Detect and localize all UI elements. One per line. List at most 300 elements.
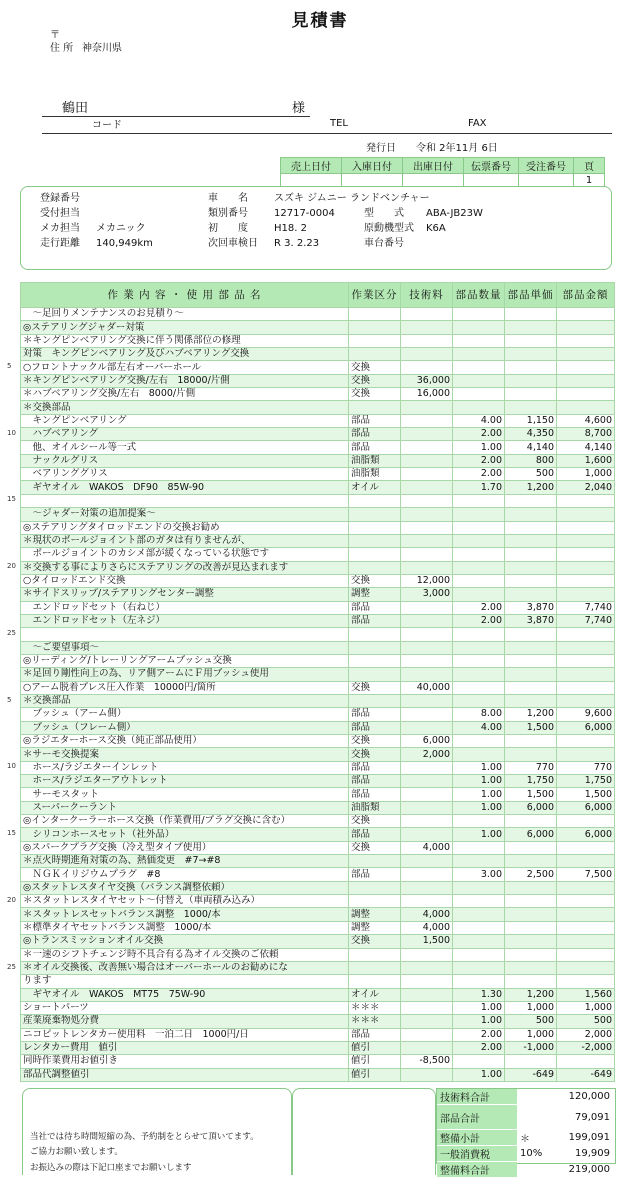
item-description — [21, 494, 349, 507]
item-amount — [557, 908, 615, 921]
item-description: ＊交換する事によりさらにステアリングの改善が見込まれます — [21, 561, 349, 574]
item-tech-fee — [401, 775, 453, 788]
col-category: 作業区分 — [349, 283, 401, 308]
item-category: 部品 — [349, 828, 401, 841]
table-row — [21, 454, 615, 467]
estimate-table — [20, 282, 615, 1082]
item-amount — [557, 748, 615, 761]
item-description: ＊点火時期進角対策の為、熱価変更 #7→#8 — [21, 855, 349, 868]
item-description: ＊一速のシフトチェンジ時不具合有る為オイル交換のご依頼 — [21, 948, 349, 961]
item-tech-fee: -8,500 — [401, 1055, 453, 1068]
item-description: ◎ステアリングタイロッドエンドの交換お勧め — [21, 521, 349, 534]
item-amount — [557, 361, 615, 374]
table-row — [21, 481, 615, 494]
parts-total-label: 部品合計 — [437, 1105, 517, 1130]
item-description: ＊キングピンベアリング交換に伴う関係部位の修理 — [21, 334, 349, 347]
item-unit-price — [505, 948, 557, 961]
item-category: ＊＊＊ — [349, 1015, 401, 1028]
tax-label: 一般消費税 — [437, 1146, 517, 1162]
item-unit-price — [505, 921, 557, 934]
item-description: ○アーム脱着プレス圧入作業 10000円/箇所 — [21, 681, 349, 694]
item-quantity — [453, 654, 505, 667]
item-category: 交換 — [349, 935, 401, 948]
line-number: 5 — [7, 695, 12, 704]
item-quantity: 1.30 — [453, 988, 505, 1001]
item-category — [349, 961, 401, 974]
item-unit-price — [505, 654, 557, 667]
table-row — [21, 801, 615, 814]
item-description: 部品代調整値引 — [21, 1068, 349, 1081]
item-quantity — [453, 388, 505, 401]
item-amount: 6,000 — [557, 828, 615, 841]
item-unit-price — [505, 815, 557, 828]
item-category — [349, 881, 401, 894]
line-number: 20 — [7, 562, 16, 571]
item-amount: -649 — [557, 1068, 615, 1081]
item-tech-fee: 36,000 — [401, 374, 453, 387]
item-amount — [557, 508, 615, 521]
item-category — [349, 334, 401, 347]
item-description: サーモスタット — [21, 788, 349, 801]
table-row — [21, 508, 615, 521]
table-row — [21, 1001, 615, 1014]
item-unit-price — [505, 521, 557, 534]
item-amount: 8,700 — [557, 428, 615, 441]
table-row — [21, 588, 615, 601]
item-tech-fee: 40,000 — [401, 681, 453, 694]
item-category: 調整 — [349, 588, 401, 601]
item-description: ＊標準タイヤセットバランス調整 1000/本 — [21, 921, 349, 934]
table-row — [21, 681, 615, 694]
item-category: オイル — [349, 988, 401, 1001]
tax-value: 19,909 — [575, 1148, 610, 1159]
item-tech-fee — [401, 628, 453, 641]
item-unit-price — [505, 574, 557, 587]
table-row — [21, 414, 615, 427]
item-tech-fee — [401, 428, 453, 441]
table-row — [21, 334, 615, 347]
item-description: ＊スタットレスタイヤセット～付替え（車両積み込み） — [21, 895, 349, 908]
item-unit-price — [505, 975, 557, 988]
item-quantity — [453, 748, 505, 761]
table-row — [21, 694, 615, 707]
item-amount — [557, 668, 615, 681]
item-tech-fee — [401, 855, 453, 868]
item-unit-price: 3,870 — [505, 614, 557, 627]
item-description: ＊スタットレスセットバランス調整 1000/本 — [21, 908, 349, 921]
item-description: ボールジョイントのカシメ部が緩くなっている状態です — [21, 548, 349, 561]
grand-total-label: 整備料合計 — [437, 1162, 517, 1178]
item-description: ◎インタークーラーホース交換（作業費用/プラグ交換に含む） — [21, 815, 349, 828]
item-tech-fee — [401, 601, 453, 614]
item-tech-fee — [401, 481, 453, 494]
item-description: 同時作業費用お値引き — [21, 1055, 349, 1068]
item-quantity — [453, 574, 505, 587]
item-quantity — [453, 935, 505, 948]
item-description: ～ジャダー対策の追加提案～ — [21, 508, 349, 521]
engine-label: 原動機型式 — [364, 223, 414, 234]
item-unit-price: 1,200 — [505, 708, 557, 721]
table-row — [21, 961, 615, 974]
item-unit-price — [505, 735, 557, 748]
col-order-no: 受注番号 — [519, 158, 574, 174]
table-row — [21, 668, 615, 681]
item-amount: 7,740 — [557, 601, 615, 614]
item-description: エンドロッドセット（左ネジ） — [21, 614, 349, 627]
first-reg-label: 初 度 — [208, 223, 248, 234]
fax-label: FAX — [468, 118, 487, 129]
line-number: 25 — [7, 628, 16, 637]
item-category — [349, 975, 401, 988]
subtotal-label: 整備小計 — [437, 1130, 517, 1146]
table-row — [21, 775, 615, 788]
item-amount — [557, 521, 615, 534]
item-tech-fee — [401, 761, 453, 774]
item-description: ○フロントナックル部左右オーバーホール — [21, 361, 349, 374]
item-quantity — [453, 895, 505, 908]
item-category: 値引 — [349, 1055, 401, 1068]
customer-name: 鶴田 — [62, 101, 89, 116]
item-quantity: 2.00 — [453, 1041, 505, 1054]
table-row — [21, 308, 615, 321]
item-tech-fee — [401, 1041, 453, 1054]
table-row — [21, 908, 615, 921]
item-description: ニコピットレンタカー使用料 一泊二日 1000円/日 — [21, 1028, 349, 1041]
item-description: ブッシュ（アーム側） — [21, 708, 349, 721]
item-description: レンタカー費用 値引 — [21, 1041, 349, 1054]
item-amount — [557, 961, 615, 974]
item-tech-fee — [401, 1028, 453, 1041]
table-row — [21, 1041, 615, 1054]
item-unit-price — [505, 561, 557, 574]
item-tech-fee — [401, 668, 453, 681]
item-unit-price: 500 — [505, 1015, 557, 1028]
item-description: ～ご要望事項～ — [21, 641, 349, 654]
next-inspection-value: R 3. 2.23 — [274, 238, 320, 249]
item-unit-price — [505, 855, 557, 868]
footer-blank-box — [292, 1088, 436, 1175]
item-amount — [557, 334, 615, 347]
item-unit-price — [505, 321, 557, 334]
item-category — [349, 508, 401, 521]
item-tech-fee — [401, 334, 453, 347]
item-amount: 9,600 — [557, 708, 615, 721]
postal-mark: 〒 — [50, 30, 60, 41]
item-amount — [557, 975, 615, 988]
honorific: 様 — [292, 101, 306, 116]
item-category: 部品 — [349, 441, 401, 454]
table-row — [21, 935, 615, 948]
note-cooperation: ご協力お願い致します。 — [30, 1147, 123, 1157]
item-tech-fee: 2,000 — [401, 748, 453, 761]
item-category: 交換 — [349, 374, 401, 387]
item-description: ＊サーモ交換提案 — [21, 748, 349, 761]
item-amount — [557, 401, 615, 414]
col-quantity: 部品数量 — [453, 283, 505, 308]
item-tech-fee — [401, 614, 453, 627]
item-quantity — [453, 908, 505, 921]
mechanic-label: メカ担当 — [40, 223, 80, 234]
item-amount: 7,740 — [557, 614, 615, 627]
item-unit-price: 1,500 — [505, 721, 557, 734]
item-description: キングピンベアリング — [21, 414, 349, 427]
item-unit-price — [505, 748, 557, 761]
item-tech-fee: 4,000 — [401, 921, 453, 934]
item-tech-fee — [401, 801, 453, 814]
item-quantity — [453, 815, 505, 828]
item-category — [349, 628, 401, 641]
item-category — [349, 534, 401, 547]
item-tech-fee — [401, 895, 453, 908]
table-row — [21, 614, 615, 627]
item-category: 部品 — [349, 1028, 401, 1041]
item-quantity: 1.00 — [453, 1001, 505, 1014]
item-amount — [557, 681, 615, 694]
item-description: ＊足回り剛性向上の為、リア側アームにＦ用ブッシュ使用 — [21, 668, 349, 681]
item-quantity: 3.00 — [453, 868, 505, 881]
item-amount — [557, 815, 615, 828]
issue-date-value: 令和 2年11月 6日 — [416, 143, 498, 154]
item-description: ◎トランスミッションオイル交換 — [21, 935, 349, 948]
item-description: ナックルグリス — [21, 454, 349, 467]
item-quantity — [453, 961, 505, 974]
item-unit-price — [505, 588, 557, 601]
col-slip-no: 伝票番号 — [464, 158, 519, 174]
item-description: ＊オイル交換後、改善無い場合はオーバーホールのお勧めにな — [21, 961, 349, 974]
item-category: 交換 — [349, 361, 401, 374]
table-row — [21, 708, 615, 721]
item-category: ＊＊＊ — [349, 1001, 401, 1014]
class-value: 12717-0004 — [274, 208, 335, 219]
table-row — [21, 548, 615, 561]
item-unit-price: 3,870 — [505, 601, 557, 614]
item-amount — [557, 841, 615, 854]
item-amount: 1,000 — [557, 1001, 615, 1014]
table-row — [21, 628, 615, 641]
item-category: 値引 — [349, 1068, 401, 1081]
item-category: 交換 — [349, 681, 401, 694]
item-quantity — [453, 641, 505, 654]
item-quantity — [453, 361, 505, 374]
table-row — [21, 1068, 615, 1081]
item-quantity: 1.70 — [453, 481, 505, 494]
item-category: 交換 — [349, 574, 401, 587]
item-category — [349, 348, 401, 361]
item-amount: 6,000 — [557, 721, 615, 734]
item-amount — [557, 348, 615, 361]
item-amount: 1,750 — [557, 775, 615, 788]
item-tech-fee: 12,000 — [401, 574, 453, 587]
item-tech-fee — [401, 401, 453, 414]
table-row — [21, 761, 615, 774]
item-amount: 1,500 — [557, 788, 615, 801]
item-quantity: 1.00 — [453, 441, 505, 454]
item-tech-fee — [401, 414, 453, 427]
table-row — [21, 561, 615, 574]
item-category: 部品 — [349, 868, 401, 881]
reception-label: 受付担当 — [40, 208, 80, 219]
first-reg-value: H18. 2 — [274, 223, 307, 234]
line-number: 10 — [7, 428, 16, 437]
tel-label: TEL — [330, 118, 348, 129]
item-unit-price — [505, 348, 557, 361]
item-category: 交換 — [349, 815, 401, 828]
item-amount: 7,500 — [557, 868, 615, 881]
item-amount — [557, 561, 615, 574]
model-value: ABA-JB23W — [426, 208, 483, 219]
item-amount: 1,000 — [557, 468, 615, 481]
table-row — [21, 1028, 615, 1041]
table-row — [21, 735, 615, 748]
item-description: ○タイロッドエンド交換 — [21, 574, 349, 587]
table-row — [21, 855, 615, 868]
item-description: ＊ハブベアリング交換/左右 8000/片側 — [21, 388, 349, 401]
table-row — [21, 1055, 615, 1068]
item-tech-fee — [401, 868, 453, 881]
parts-total-value: 79,091 — [575, 1111, 610, 1123]
item-quantity: 2.00 — [453, 428, 505, 441]
item-category: 調整 — [349, 908, 401, 921]
item-tech-fee — [401, 308, 453, 321]
item-amount — [557, 494, 615, 507]
item-description: ベアリンググリス — [21, 468, 349, 481]
table-row — [21, 828, 615, 841]
note-reservation: 当社では待ち時間短縮の為、予約制をとらせて頂いてます。 — [30, 1132, 259, 1142]
val-sales-date — [281, 174, 342, 187]
item-tech-fee — [401, 561, 453, 574]
item-quantity — [453, 628, 505, 641]
item-category — [349, 654, 401, 667]
item-amount — [557, 881, 615, 894]
col-sales-date: 売上日付 — [281, 158, 342, 174]
col-description: 作 業 内 容 ・ 使 用 部 品 名 — [21, 283, 349, 308]
item-tech-fee: 3,000 — [401, 588, 453, 601]
item-unit-price — [505, 961, 557, 974]
item-unit-price — [505, 508, 557, 521]
col-tech-fee: 技術料 — [401, 283, 453, 308]
item-quantity: 1.00 — [453, 828, 505, 841]
engine-value: K6A — [426, 223, 446, 234]
item-description: ギヤオイル WAKOS DF90 85W-90 — [21, 481, 349, 494]
car-value: スズキ ジムニー ランドベンチャー — [274, 193, 430, 204]
item-category: 値引 — [349, 1041, 401, 1054]
item-category: 部品 — [349, 721, 401, 734]
item-category — [349, 561, 401, 574]
item-unit-price — [505, 895, 557, 908]
item-quantity: 4.00 — [453, 721, 505, 734]
item-amount — [557, 1055, 615, 1068]
line-number: 25 — [7, 962, 16, 971]
item-amount: 6,000 — [557, 801, 615, 814]
item-unit-price — [505, 401, 557, 414]
item-unit-price — [505, 908, 557, 921]
item-tech-fee — [401, 788, 453, 801]
item-quantity: 4.00 — [453, 414, 505, 427]
item-quantity — [453, 548, 505, 561]
item-category: 交換 — [349, 748, 401, 761]
item-tech-fee: 4,000 — [401, 908, 453, 921]
item-tech-fee: 4,000 — [401, 841, 453, 854]
tech-total-value: 120,000 — [568, 1091, 610, 1103]
item-quantity — [453, 948, 505, 961]
item-category: 交換 — [349, 735, 401, 748]
item-quantity — [453, 668, 505, 681]
item-amount: 4,600 — [557, 414, 615, 427]
item-quantity: 1.00 — [453, 761, 505, 774]
item-quantity: 1.00 — [453, 1015, 505, 1028]
item-unit-price: 770 — [505, 761, 557, 774]
item-tech-fee — [401, 815, 453, 828]
item-description: ◎スパークプラグ交換（冷え型タイプ使用） — [21, 841, 349, 854]
table-row — [21, 748, 615, 761]
item-quantity — [453, 588, 505, 601]
item-category: 部品 — [349, 761, 401, 774]
item-quantity: 8.00 — [453, 708, 505, 721]
item-description: 他、オイルシール等一式 — [21, 441, 349, 454]
col-amount: 部品金額 — [557, 283, 615, 308]
address-value: 神奈川県 — [82, 43, 122, 54]
table-row — [21, 1015, 615, 1028]
item-category: 部品 — [349, 788, 401, 801]
item-amount: 4,140 — [557, 441, 615, 454]
item-tech-fee — [401, 654, 453, 667]
item-unit-price: 4,350 — [505, 428, 557, 441]
item-tech-fee — [401, 948, 453, 961]
item-amount — [557, 935, 615, 948]
item-amount — [557, 921, 615, 934]
item-category — [349, 895, 401, 908]
item-description: ＊現状のボールジョイント部のガタは有りませんが、 — [21, 534, 349, 547]
item-quantity — [453, 348, 505, 361]
item-category: 油脂類 — [349, 468, 401, 481]
item-quantity — [453, 521, 505, 534]
table-row — [21, 601, 615, 614]
item-quantity — [453, 1055, 505, 1068]
item-description: ショートパーツ — [21, 1001, 349, 1014]
next-inspection-label: 次回車検日 — [208, 238, 258, 249]
item-quantity: 1.00 — [453, 1068, 505, 1081]
item-category: 油脂類 — [349, 454, 401, 467]
item-quantity — [453, 321, 505, 334]
item-tech-fee — [401, 988, 453, 1001]
item-category — [349, 548, 401, 561]
item-tech-fee — [401, 508, 453, 521]
table-row — [21, 401, 615, 414]
item-category: 部品 — [349, 614, 401, 627]
item-category: 油脂類 — [349, 801, 401, 814]
table-row — [21, 534, 615, 547]
item-unit-price — [505, 641, 557, 654]
item-amount: 1,560 — [557, 988, 615, 1001]
item-amount — [557, 534, 615, 547]
item-description: ＊キングピンベアリング交換/左右 18000/片側 — [21, 374, 349, 387]
note-bank-transfer: お振込みの際は下記口座までお願いします — [30, 1163, 192, 1173]
item-tech-fee — [401, 441, 453, 454]
item-unit-price: 1,000 — [505, 1028, 557, 1041]
item-category — [349, 308, 401, 321]
item-amount: 2,000 — [557, 1028, 615, 1041]
item-quantity — [453, 881, 505, 894]
item-description: ◎ラジエターホース交換（純正部品使用） — [21, 735, 349, 748]
item-description: ◎リーディング/トレーリングアームブッシュ交換 — [21, 654, 349, 667]
item-tech-fee — [401, 321, 453, 334]
item-tech-fee — [401, 881, 453, 894]
item-category: 交換 — [349, 388, 401, 401]
item-unit-price — [505, 881, 557, 894]
page-title: 見積書 — [291, 11, 349, 31]
tech-total-label: 技術料合計 — [437, 1089, 517, 1105]
issue-date-label: 発行日 — [366, 143, 396, 154]
